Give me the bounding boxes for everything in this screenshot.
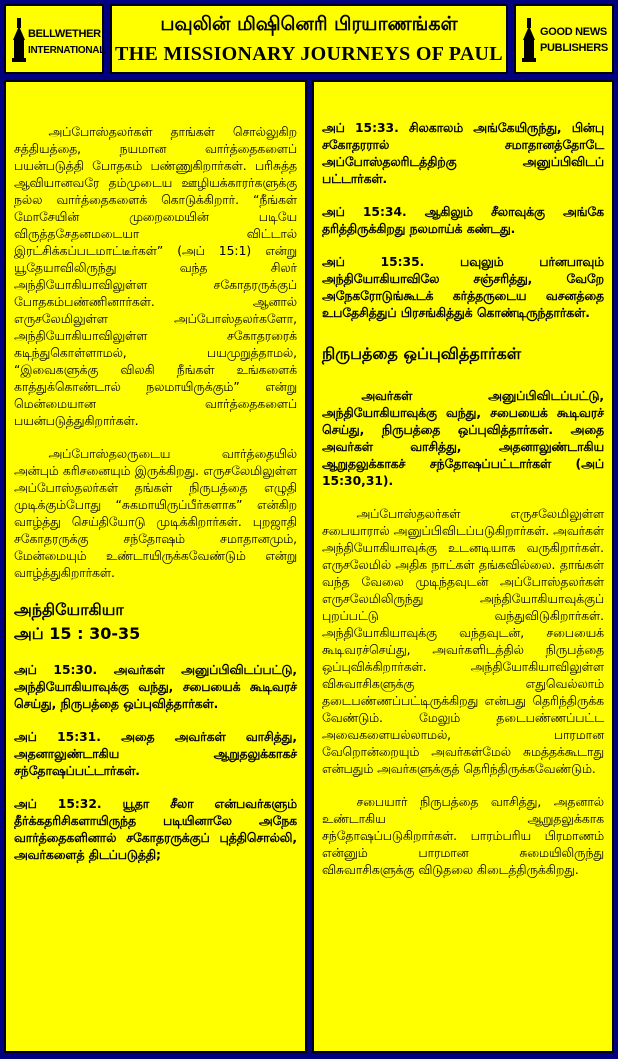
good-news-logo (514, 4, 614, 74)
section-heading-antioch (14, 598, 297, 646)
heading-place: அந்தியோகியா (14, 600, 124, 619)
closing-paragraph: சபையார் நிருபத்தை வாசித்து, அதனால் உண்டாகிய ஆறுதலுக்காக சந்தோஷப்படுகிறார்கள். பாரம்பரிய பிரமாணம் என்னும் பாரமான சுமையிலிருந்து விசுவாசிகளுக்கு விடுதலை கிடைத்திருக்கிறது. (322, 795, 604, 877)
right-logo-line1: GOOD NEWS (540, 26, 607, 38)
bell-tower-icon (12, 18, 26, 62)
page-title-tamil: பவுலின் மிஷினெரி பிரயாணங்கள் (160, 13, 458, 35)
greeting-paragraph: அப்போஸ்தலருடைய வார்த்தையில் அன்பும் கரிசனையும் இருக்கிறது. எருசலேமிலுள்ள அப்போஸ்தலர்கள் தங்கள் நிருபத்தை எழுதி முடிக்கும்போது “சுகமாயிருப்பீர்களாக” என்கிற வாழ்த்து செய்தியோடு முடிக்கிறார்கள். புறஜாதி சகோதரருக்கு சந்தோஷம் சமாதானமும், மேன்மையும் உண்டாயிருக்கவேண்டும் என்று வாழ்த்துகிறார்கள். (14, 447, 297, 580)
tower-icon (522, 18, 536, 62)
bellwether-logo (4, 4, 104, 74)
verse-15-35: அப் 15:35. பவுலும் பர்னபாவும் அந்தியோகியாவிலே சஞ்சரித்து, வேறே அநேகரோடுங்கூடக் கர்த்தருடைய வசனத்தை உபதேசித்துப் பிரசங்கித்துக் கொண்டிருந்தார்கள். (322, 255, 604, 320)
section-heading-epistle: நிருபத்தை ஒப்புவித்தார்கள் (322, 344, 522, 363)
left-logo-line1: BELLWETHER (28, 28, 101, 40)
verse-15-32: அப் 15:32. யூதா சீலா என்பவர்களும் தீர்க்கதரிசிகளாயிருந்த படியினாலே அநேக வார்த்தைகளினால் சகோதரருக்குப் புத்திசொல்லி, அவர்களைத் திடப்படுத்தி; (14, 797, 297, 862)
right-column (312, 80, 614, 1053)
intro-paragraph: அப்போஸ்தலர்கள் தாங்கள் சொல்லுகிற சத்தியத்தை, நயமான வார்த்தைகளைப் பயன்படுத்தி போதகம் பண்ணுகிறார்கள். பரிசுத்த ஆவியானவரே தம்முடைய ஊழியக்காரர்களுக்கு நல்ல வார்த்தைகளைக் கொடுக்கிறார். “நீங்கள் மோசேயின் முறைமையின் படியே விருத்தசேதனமடையா விட்டால் இரட்சிக்கப்படமாட்டீர்கள்” (அப் 15:1) என்று யூதேயாவிலிருந்து வந்த சிலர் அந்தியோகியாவிலுள்ள சகோதரருக்குப் போதகம்பண்ணினார்கள். ஆனால் எருசலேமிலுள்ள அப்போஸ்தலர்களோ, அந்தியோகியாவிலுள்ள சகோதரரைக் கடிந்துகொள்ளாமல், பயமுறுத்தாமல், “இவைகளுக்கு விலகி நீங்கள் உங்களைக் காத்துக்கொண்டால் நலமாயிருக்கும்” என்று மென்மையான வார்த்தைகளைப் பயன்படுத்துகிறார்கள். (14, 125, 297, 428)
verse-15-31: அப் 15:31. அதை அவர்கள் வாசித்து, அதனாலுண்டாகிய ஆறுதலுக்காகச் சந்தோஷப்பட்டார்கள். (14, 730, 297, 778)
verse-15-34: அப் 15:34. ஆகிலும் சீலாவுக்கு அங்கே தரித்திருக்கிறது நலமாய்க் கண்டது. (322, 205, 604, 236)
page-header (4, 4, 614, 74)
verse-15-33: அப் 15:33. சிலகாலம் அங்கேயிருந்து, பின்பு சகோதரரால் சமாதானத்தோடே அப்போஸ்தலரிடத்திற்கு அனுப்பிவிடப் பட்டார்கள். (322, 121, 604, 186)
right-logo-line2: PUBLISHERS (540, 42, 608, 54)
commentary-paragraph: அப்போஸ்தலர்கள் எருசலேமிலுள்ள சபையாரால் அனுப்பிவிடப்படுகிறார்கள். அவர்கள் அந்தியோகியாவுக்கு உடனடியாக வருகிறார்கள். எருசலேமில் அதிக நாட்கள் தங்கவில்லை. தாங்கள் வந்த வேலை முடிந்தவுடன் அப்போஸ்தலர்கள் எருசலேமிலிருந்து அந்தியோகியாவுக்குப் புறப்பட்டு வந்துவிடுகிறார்கள். அந்தியோகியாவுக்கு வந்தவுடன், சபையைக் கூடிவரச்செய்து, அவர்களிடத்தில் நிருபத்தை ஒப்புவிக்கிறார்கள். அந்தியோகியாவிலுள்ள விசுவாசிகளுக்கு எதுவெல்லாம் தடைபண்ணப்பட்டிருக்கிறது என்பது தெரிந்திருக்க வேண்டும். மேலும் தடைபண்ணப்பட்ட அவைகளையல்லாமல், பாரமான வேறொன்றையும் அவர்கள்மேல் சுமத்தக்கூடாது என்பதும் அவர்களுக்குத் தெரிந்திருக்கவேண்டும். (322, 507, 604, 776)
verse-15-30: அப் 15:30. அவர்கள் அனுப்பிவிடப்பட்டு, அந்தியோகியாவுக்கு வந்து, சபையைக் கூடிவரச் செய்து, நிருபத்தை ஒப்புவித்தார்கள். (14, 663, 297, 711)
left-column (4, 80, 307, 1053)
heading-reference: அப் 15 : 30-35 (14, 624, 141, 643)
summary-paragraph: அவர்கள் அனுப்பிவிடப்பட்டு, அந்தியோகியாவுக்கு வந்து, சபையைக் கூடிவரச் செய்து, நிருபத்தை ஒப்புவித்தார்கள். அதை அவர்கள் வாசித்து, அதனாலுண்டாகிய ஆறுதலுக்காகச் சந்தோஷப்பட்டார்கள் (அப் 15:30,31). (322, 389, 604, 488)
title-box (110, 4, 508, 74)
left-logo-line2: INTERNATIONAL (28, 45, 106, 56)
page-title-english: THE MISSIONARY JOURNEYS OF PAUL (115, 43, 503, 65)
